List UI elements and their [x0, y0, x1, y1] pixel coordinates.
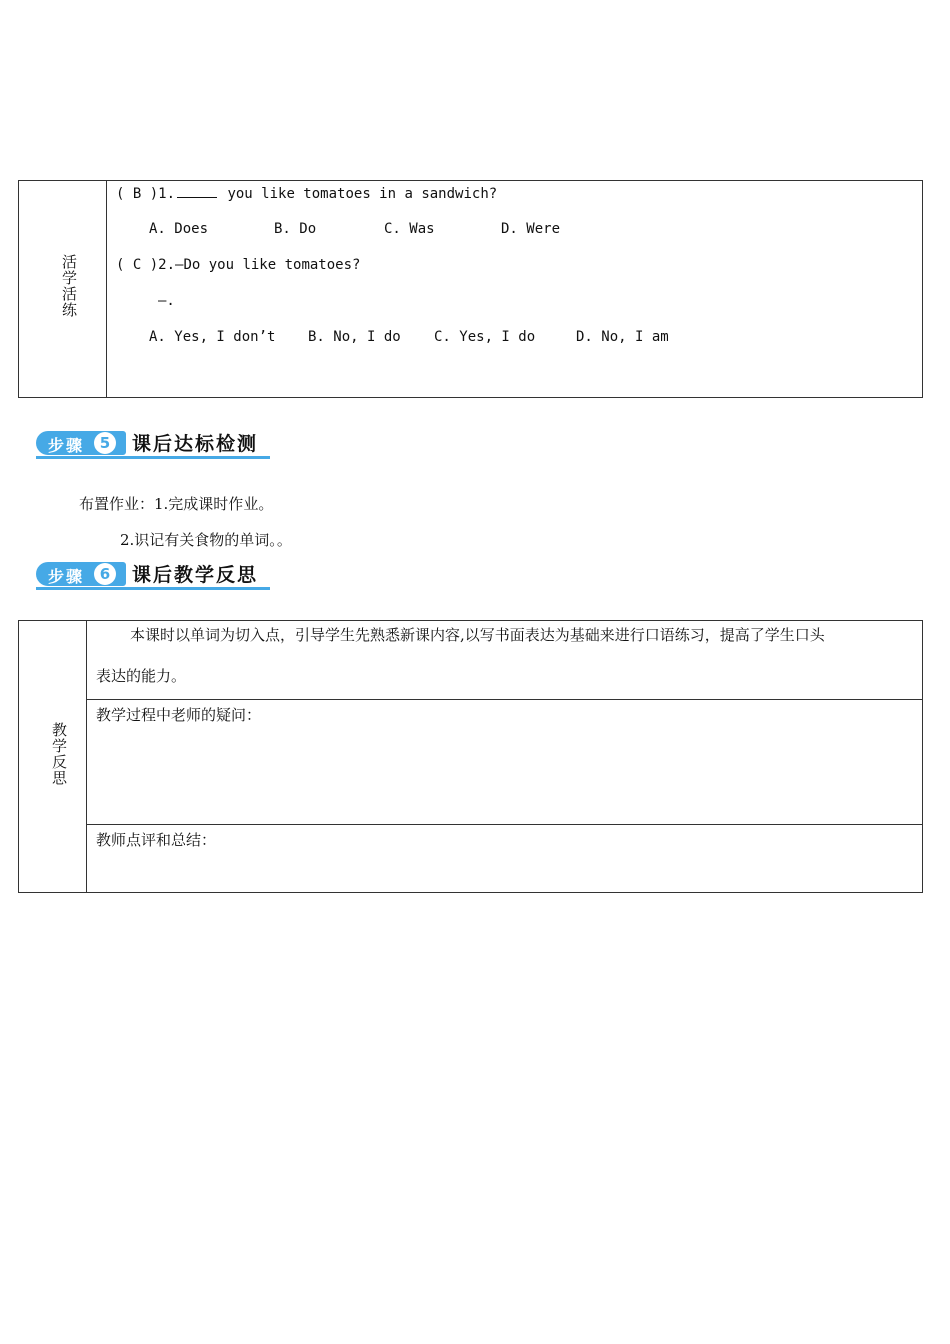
step5-tag — [36, 431, 126, 455]
homework-line-2: 2.识记有关食物的单词。。 — [120, 531, 292, 549]
question-2 — [116, 257, 360, 273]
question-1-option-a: A. Does — [149, 221, 209, 237]
step5-banner — [36, 429, 276, 457]
reflection-table-divider — [86, 620, 87, 893]
step6-title: 课后教学反思 — [132, 564, 259, 586]
reflection-row-divider-2 — [86, 824, 923, 825]
practice-table — [18, 180, 923, 398]
step5-title: 课后达标检测 — [132, 433, 259, 455]
question-1-answer: ( B ) — [116, 186, 159, 202]
reflection-table — [18, 620, 923, 893]
reflection-summary-line-1: 本课时以单词为切入点，引导学生先熟悉新课内容,以写书面表达为基础来进行口语练习，提高了学生口头 — [130, 626, 825, 644]
step6-number: 6 — [94, 563, 116, 585]
homework-line-1: 布置作业：1.完成课时作业。 — [79, 495, 274, 513]
question-1-option-d: D. Were — [501, 221, 561, 237]
question-2-option-a: A. Yes, I don’t — [149, 329, 276, 345]
question-2-reply: —. — [158, 293, 175, 309]
practice-table-divider — [106, 180, 107, 398]
step5-number: 5 — [94, 432, 116, 454]
question-2-option-b: B. No, I do — [308, 329, 401, 345]
question-2-answer: ( C ) — [116, 257, 159, 273]
question-1-option-c: C. Was — [384, 221, 435, 237]
step5-word: 步骤 — [48, 436, 85, 455]
question-2-stem: 2.—Do you like tomatoes? — [158, 257, 361, 273]
step5-underline — [36, 456, 270, 459]
question-2-option-d: D. No, I am — [576, 329, 669, 345]
step6-underline — [36, 587, 270, 590]
question-1 — [116, 185, 497, 202]
question-1-number: 1. — [158, 186, 176, 202]
question-1-option-b: B. Do — [274, 221, 317, 237]
teacher-questions-label: 教学过程中老师的疑问： — [96, 706, 262, 724]
question-1-stem: you like tomatoes in a sandwich? — [227, 186, 498, 202]
step6-word: 步骤 — [48, 567, 85, 586]
reflection-summary-line-2: 表达的能力。 — [96, 667, 187, 685]
question-1-blank — [177, 185, 217, 198]
teacher-review-label: 教师点评和总结： — [96, 831, 217, 849]
step6-banner — [36, 560, 276, 588]
reflection-row-divider-1 — [86, 699, 923, 700]
reflection-label: 教学反思 — [50, 722, 68, 786]
question-2-option-c: C. Yes, I do — [434, 329, 536, 345]
step6-tag — [36, 562, 126, 586]
practice-label: 活学活练 — [60, 254, 78, 318]
